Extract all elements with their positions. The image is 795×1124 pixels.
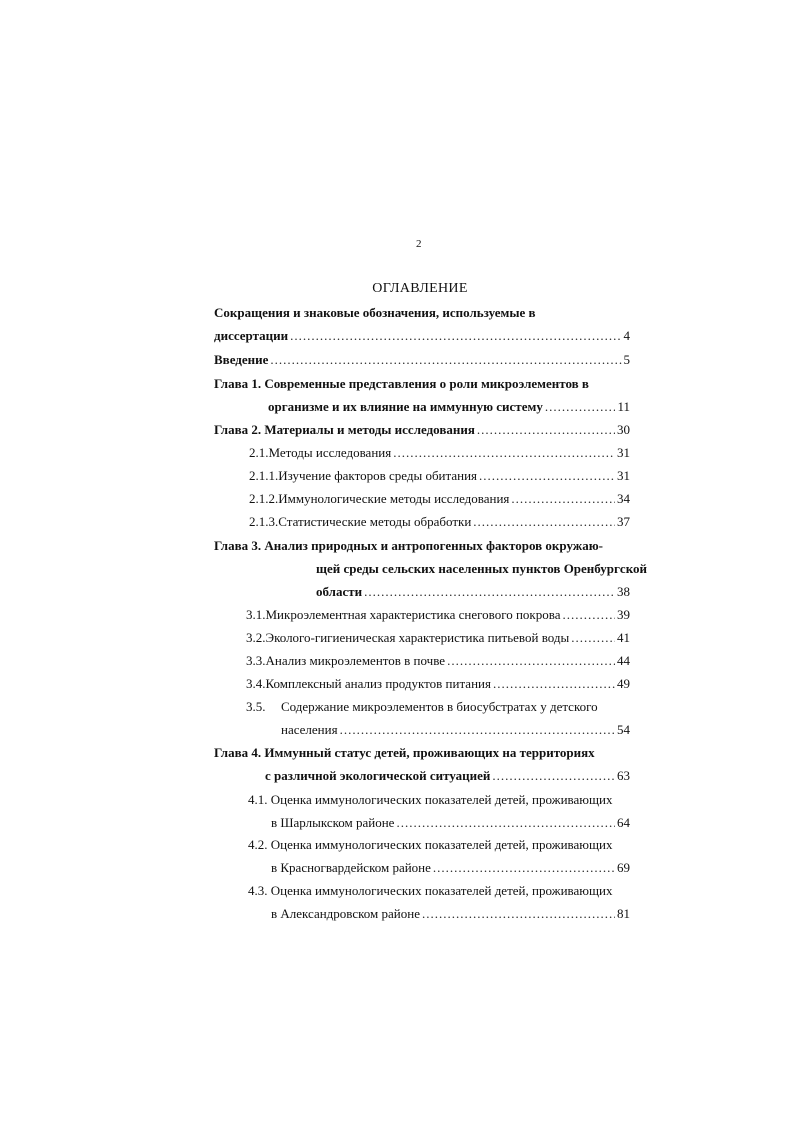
toc-page-number: 69 [617,860,630,875]
toc-entry-text: 4.1. Оценка иммунологических показателей детей, проживающих [248,792,613,807]
toc-entry-chapter-3-cont2 [316,583,630,601]
leader-dots [422,905,615,923]
toc-entry-chapter-4 [214,744,595,762]
toc-page-number: 49 [617,676,630,691]
page-number: 2 [416,238,422,250]
toc-page-number: 5 [623,352,630,367]
toc-entry-chapter-2 [214,421,630,439]
toc-entry-3-4 [246,675,630,693]
section-number: 3.3. [246,653,266,668]
toc-entry-4-2-cont [271,859,630,877]
toc-entry-chapter-3-cont [316,560,647,578]
toc-title: ОГЛАВЛЕНИЕ [372,281,468,296]
toc-entry-4-3 [248,882,612,900]
toc-entry-text: Содержание микроэлементов в биосубстратах у детского [281,699,598,714]
toc-entry-text: Глава 1. Современные представления о роли микроэлементов в [214,376,589,391]
toc-page-number: 37 [617,514,630,529]
toc-entry-text: населения [281,722,338,737]
toc-page-number: 31 [617,445,630,460]
toc-entry-text: области [316,584,363,599]
toc-page-number: 63 [617,768,630,783]
toc-page-number: 30 [617,422,630,437]
toc-entry-text: в Шарлыкском районе [271,815,395,830]
leader-dots [511,490,615,508]
toc-entry-text: Методы исследования [268,445,392,460]
toc-entry-4-3-cont [271,905,630,923]
toc-entry-text: Комплексный анализ продуктов питания [265,676,491,691]
toc-entry-3-1 [246,606,630,624]
leader-dots [270,351,621,369]
toc-entry-2-1-1 [249,467,630,485]
toc-entry-text: Анализ микроэлементов в почве [265,653,446,668]
leader-dots [396,814,615,832]
leader-dots [340,721,615,739]
toc-entry-3-5-cont [281,721,630,739]
toc-page-number: 41 [617,630,630,645]
leader-dots [290,327,621,345]
toc-entry-3-3 [246,652,630,670]
toc-page-number: 44 [617,653,630,668]
toc-page-number: 54 [617,722,630,737]
toc-entry-3-2 [246,629,630,647]
toc-entry-2-1 [249,444,630,462]
toc-entry-text: в Александровском районе [271,906,420,921]
toc-entry-abbreviations [214,304,536,322]
toc-entry-4-1 [248,791,612,809]
toc-entry-text: Эколого-гигиеническая характеристика питьевой воды [265,630,570,645]
toc-entry-text: 4.3. Оценка иммунологических показателей детей, проживающих [248,883,613,898]
toc-entry-text: Иммунологические методы исследования [278,491,510,506]
toc-entry-chapter-3 [214,537,603,555]
leader-dots [571,629,615,647]
toc-entry-chapter-4-cont [265,767,630,785]
toc-entry-text: Глава 4. Иммунный статус детей, проживающих на территориях [214,745,595,760]
leader-dots [473,513,615,531]
leader-dots [433,859,615,877]
toc-entry-text: Введение [214,352,269,367]
toc-entry-text: Статистические методы обработки [278,514,472,529]
toc-entry-4-2 [248,836,612,854]
leader-dots [477,421,615,439]
toc-page-number: 39 [617,607,630,622]
toc-entry-text: Изучение факторов среды обитания [278,468,478,483]
toc-page-number: 64 [617,815,630,830]
leader-dots [479,467,615,485]
leader-dots [364,583,615,601]
leader-dots [447,652,615,670]
toc-entry-text: щей среды сельских населенных пунктов Оренбургской [316,561,648,576]
toc-entry-text: Сокращения и знаковые обозначения, используемые в [214,305,536,320]
section-number: 2.1.1. [249,468,279,483]
toc-entry-text: с различной экологической ситуацией [265,768,491,783]
leader-dots [562,606,615,624]
toc-entry-text: Микроэлементная характеристика снегового покрова [265,607,561,622]
section-number: 3.1. [246,607,266,622]
toc-entry-chapter-1 [214,375,589,393]
toc-entry-abbreviations-cont [214,327,630,345]
section-number: 3.2. [246,630,266,645]
leader-dots [393,444,615,462]
section-number: 2.1.3. [249,514,279,529]
toc-entry-chapter-1-cont [268,398,630,416]
leader-dots [492,767,615,785]
toc-page-number: 38 [617,584,630,599]
toc-entry-introduction [214,351,630,369]
toc-entry-text: организме и их влияние на иммунную систему [268,399,543,414]
toc-page-number: 34 [617,491,630,506]
toc-entry-4-1-cont [271,814,630,832]
toc-entry-text: 4.2. Оценка иммунологических показателей детей, проживающих [248,837,613,852]
toc-entry-3-5 [246,698,598,716]
toc-entry-text: диссертации [214,328,289,343]
leader-dots [545,398,616,416]
toc-page-number: 81 [617,906,630,921]
section-number: 2.1. [249,445,269,460]
toc-page-number: 11 [617,399,630,414]
toc-entry-2-1-3 [249,513,630,531]
toc-entry-text: Глава 3. Анализ природных и антропогенных факторов окружаю- [214,538,603,553]
section-number: 3.5. [246,699,266,714]
section-number: 2.1.2. [249,491,279,506]
toc-entry-2-1-2 [249,490,630,508]
toc-page-number: 4 [623,328,630,343]
section-number: 3.4. [246,676,266,691]
toc-entry-text: Глава 2. Материалы и методы исследования [214,422,475,437]
toc-entry-text: в Красногвардейском районе [271,860,431,875]
leader-dots [493,675,615,693]
toc-page-number: 31 [617,468,630,483]
